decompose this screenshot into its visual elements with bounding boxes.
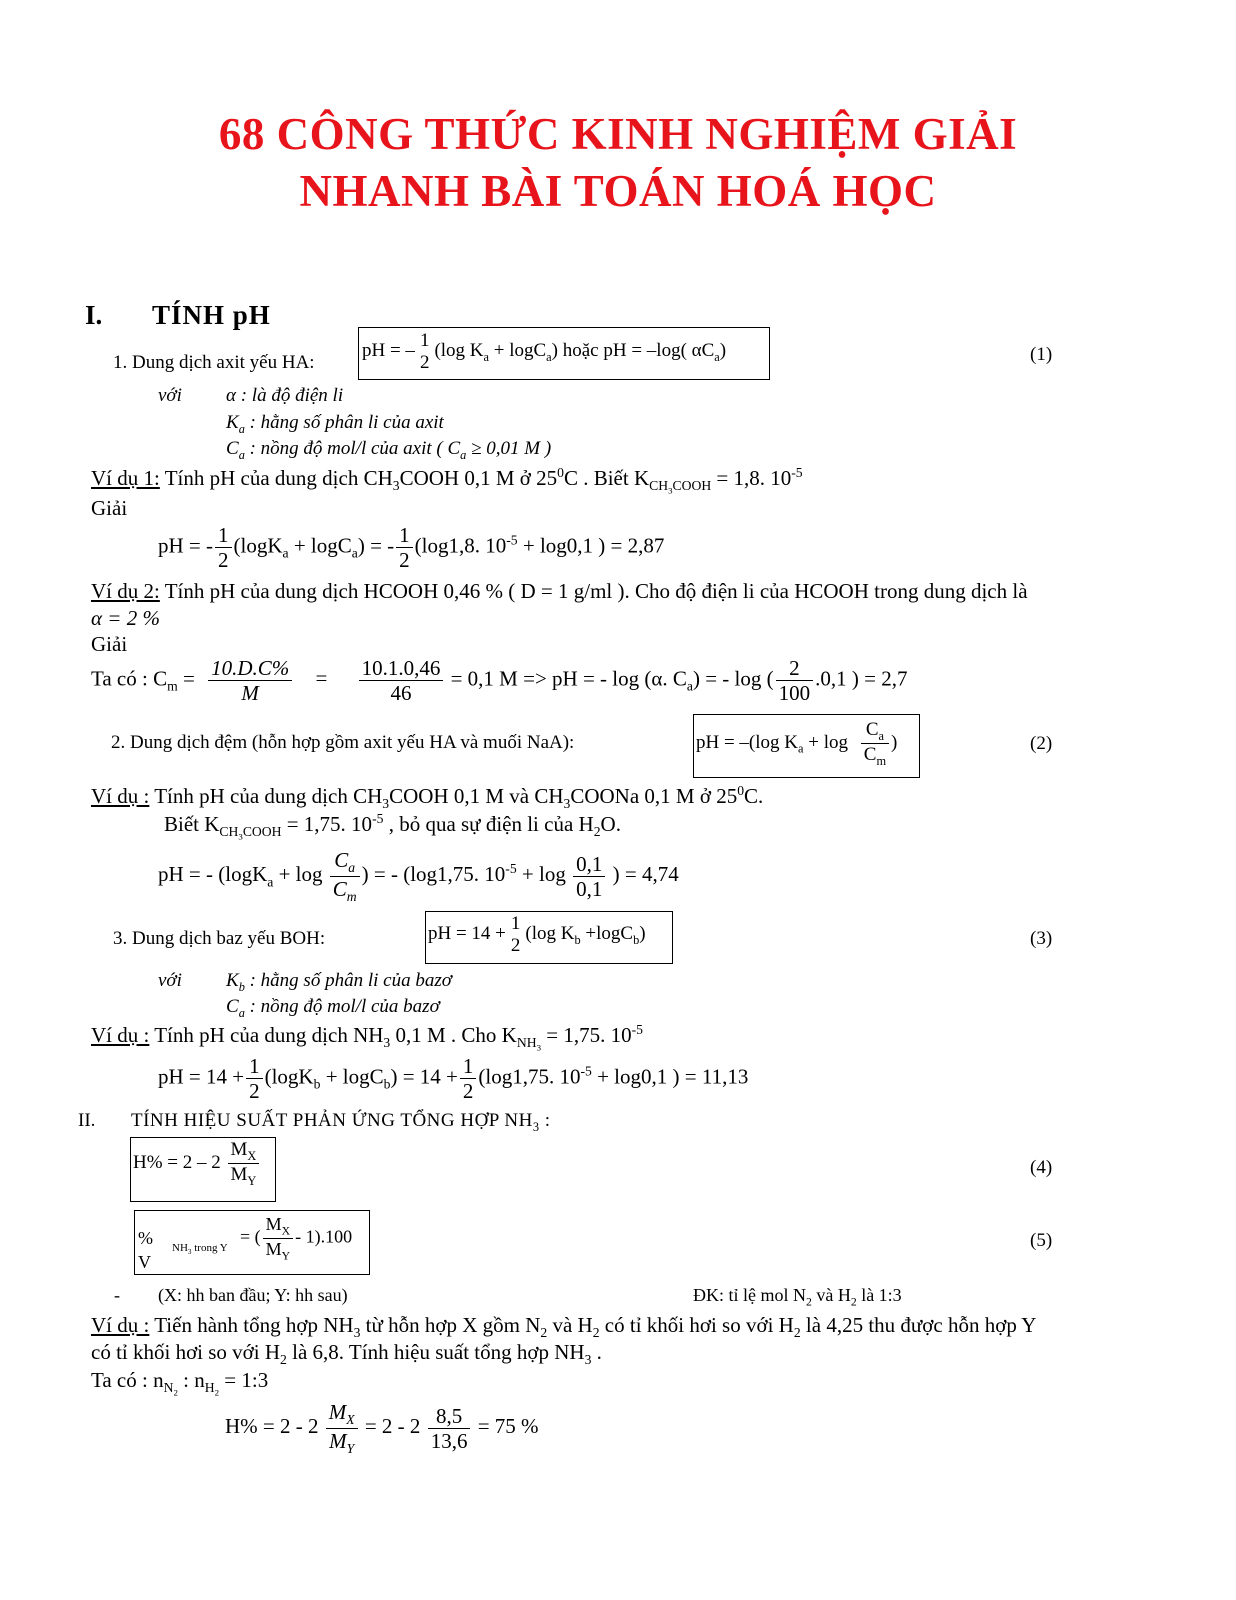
item3-def-ca: $C_a$ : nồng độ mol/l của bazơ (226, 996, 440, 1020)
example1-equation: pH = - $\frac{1}{2}$ (logK$_a$ + logC$_a$) = - $\frac{1}{2}$ (log1,8. $10^{-5} + \log 0,1$ ) = 2,87 (158, 523, 665, 573)
example1-solve: Giải (91, 496, 128, 520)
example2-equation: Ta có : $C_m$ = $\frac{10.D.C\%}{M}$ = $\frac{10.1.0,46}{46}$ = 0,1 M => pH = - log (α. $C_a$) = - log ( $\frac{2}{100}$ .0,1 ) = 2,7 (91, 656, 908, 706)
page-title-line2: NHANH BÀI TOÁN HOÁ HỌC (299, 166, 937, 216)
item3-label: 3. Dung dịch baz yếu BOH: (113, 928, 326, 949)
note-text: (X: hh ban đầu; Y: hh sau) (158, 1285, 348, 1305)
formula-3: pH = 14 + 1 2 (log $K_b +\log C_b$) (428, 913, 646, 956)
condition-text: ĐK: tỉ lệ mol $N_2$ và $H_2$ là 1:3 (693, 1285, 902, 1309)
item1-voi: với (158, 385, 182, 406)
formula-4: H% = 2 – 2 $\frac{M_X}{M_Y}$ (133, 1139, 261, 1188)
equation-number-3: (3) (1030, 928, 1053, 949)
formula-1: pH = – 1 2 (log $K_a + \log C_a$) hoặc pH = –log( $\alpha C_a$) (362, 330, 727, 373)
item1-label: 1. Dung dịch axit yếu HA: (113, 352, 315, 373)
example5-ratio: Ta có : $n_{N_2}$ : $n_{H_2}$ = 1:3 (91, 1368, 269, 1398)
item3-voi: với (158, 970, 182, 991)
formula-5-percent: % (138, 1228, 153, 1248)
page-title-line1: 68 CÔNG THỨC KINH NGHIỆM GIẢI (218, 109, 1018, 159)
section2-heading: TÍNH HIỆU SUẤT PHẢN ỨNG TỔNG HỢP $NH_3$ : (131, 1110, 551, 1134)
example5-line: Ví dụ : Tiến hành tổng hợp $NH_3$ từ hỗn hợp X gồm $N_2$ và $H_2$ có tỉ khối hơi so với $H_2$ là 4,25 thu được hỗn hợp Y (91, 1313, 1037, 1341)
formula-5-subscript: $NH_3$ trong Y (172, 1242, 228, 1257)
equation-number-4: (4) (1030, 1157, 1053, 1178)
example3-line: Ví dụ : Tính pH của dung dịch $CH_3COOH$ 0,1 M và $CH_3COONa$ 0,1 M ở $25^0C$. (91, 783, 764, 812)
example4-equation: pH = 14 + $\frac{1}{2}$ (logK$_b$ + logC$_b$) = 14 + $\frac{1}{2}$ (log1,75. $10^{-5} + \log 0,1$ ) = 11,13 (158, 1054, 749, 1104)
section2-number: II. (78, 1110, 96, 1131)
item1-def-alpha: α : là độ điện li (226, 385, 344, 406)
equation-number-2: (2) (1030, 733, 1053, 754)
note-dash: - (114, 1285, 120, 1305)
equation-number-1: (1) (1030, 344, 1053, 365)
example5-equation: H% = 2 - 2 $\frac{M_X}{M_Y}$ = 2 - 2 $\frac{8,5}{13,6}$ = 75 % (225, 1400, 539, 1457)
example3-line2: Biết $K_{CH_3COOH} = 1,75$. $10^{-5}$ , bỏ qua sự điện li của $H_2O$. (164, 811, 621, 842)
item1-def-ca: $C_a$ : nồng độ mol/l của axit ( $C_a \ge 0,01$ M ) (226, 438, 552, 462)
item1-def-ka: $K_a$ : hằng số phân li của axit (226, 412, 444, 436)
example2-alpha: α = 2 % (91, 606, 160, 630)
example2-solve: Giải (91, 632, 128, 656)
formula-2: pH = –(log $K_a + \log$ $\frac{C_a}{C_m}$ ) (696, 719, 898, 768)
section1-number: I. (85, 300, 103, 330)
example4-line: Ví dụ : Tính pH của dung dịch $NH_3$ 0,1 M . Cho $K_{NH_3} = 1,75$. $10^{-5}$ (91, 1022, 643, 1053)
section1-heading: TÍNH pH (152, 300, 271, 330)
formula-5-v: V (138, 1252, 151, 1272)
example5-line2: có tỉ khối hơi so với $H_2$ là 6,8. Tính hiệu suất tổng hợp $NH_3$ . (91, 1340, 602, 1368)
equation-number-5: (5) (1030, 1230, 1053, 1251)
item3-def-kb: $K_b$ : hằng số phân li của bazơ (226, 970, 452, 994)
item2-label: 2. Dung dịch đệm (hỗn hợp gồm axit yếu HA và muối NaA): (111, 732, 575, 753)
example2-line: Ví dụ 2: Tính pH của dung dịch HCOOH 0,46 % ( D = 1 g/ml ). Cho độ điện li của HCOOH trong dung dịch là (91, 579, 1028, 603)
example3-equation: pH = - (logK$_a$ + log $\frac{C_a}{C_m}$ ) = - (log1,75. $10^{-5} + \log$ $\frac{0,1}{0,1}$ ) = 4,74 (158, 848, 679, 905)
formula-5: = ( $\frac{M_X}{M_Y}$ - 1).100 (240, 1214, 353, 1263)
example1-line: Ví dụ 1: Tính pH của dung dịch $CH_3COOH$ 0,1 M ở $25^0C$ . Biết $K_{CH_3COOH} = 1,8$. $10^{-5}$ (91, 465, 803, 496)
